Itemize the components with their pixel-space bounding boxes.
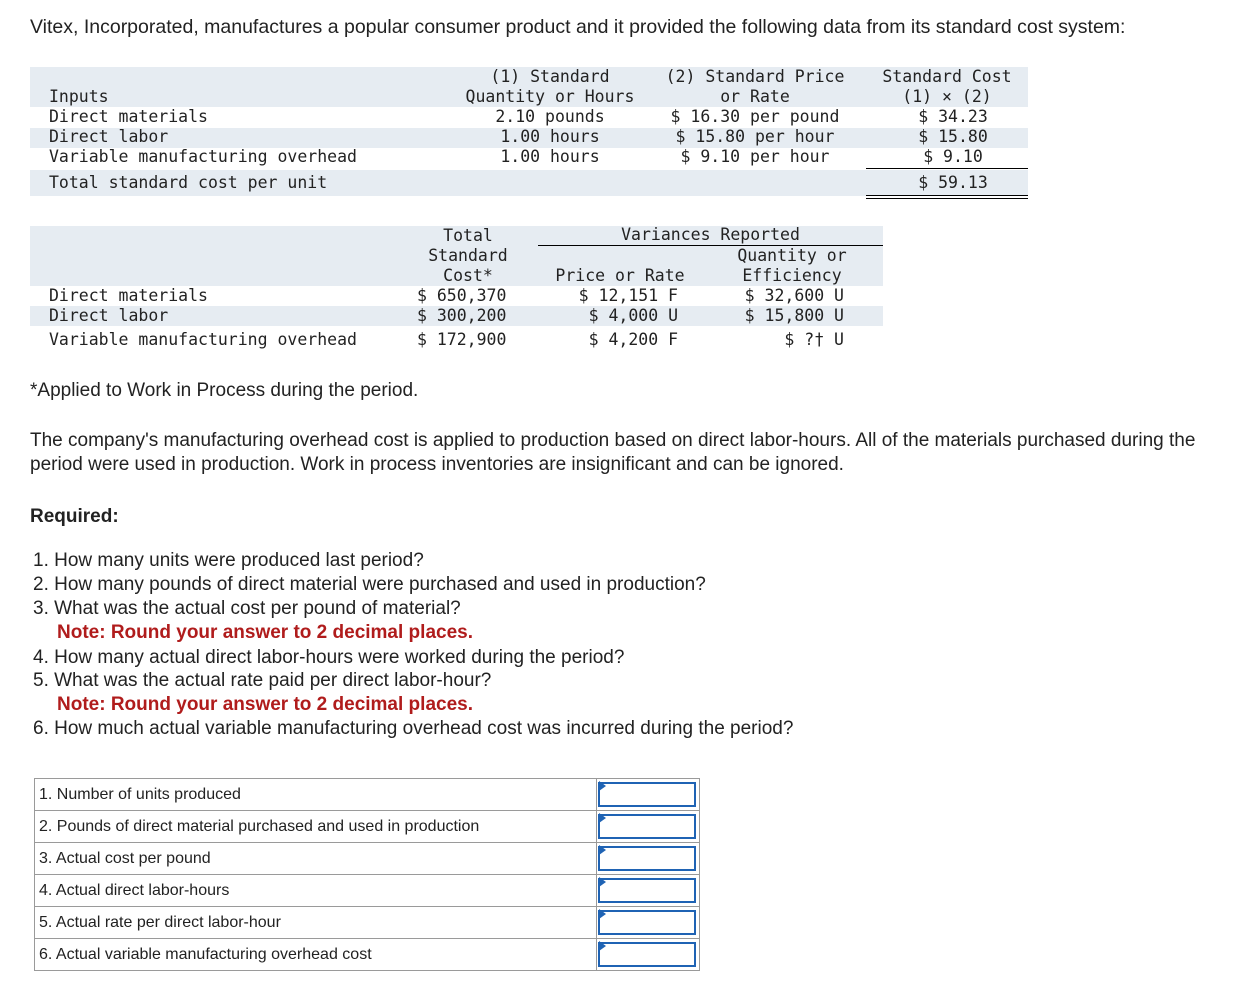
answer-cell — [597, 907, 700, 939]
col-total-header: Cost* — [443, 266, 493, 285]
col-inputs-header: Inputs — [49, 87, 109, 106]
answer-cell — [597, 875, 700, 907]
row-qty-variance: $ 15,800 U — [744, 306, 844, 325]
answer-label: 3. Actual cost per pound — [35, 843, 597, 875]
row-total: $ 650,370 — [417, 286, 507, 305]
flag-icon — [599, 845, 606, 855]
row-price-variance: $ 4,200 F — [588, 330, 678, 349]
row-price-variance: $ 4,000 U — [588, 306, 678, 325]
question-3: 3. What was the actual cost per pound of material? — [33, 598, 461, 619]
answer-cell — [597, 939, 700, 971]
answer-label: 4. Actual direct labor-hours — [35, 875, 597, 907]
total-label: Total standard cost per unit — [49, 173, 328, 192]
row-label: Direct materials — [49, 286, 208, 305]
row-label: Direct materials — [49, 107, 208, 126]
answer-table — [34, 778, 700, 971]
row-qty-variance: $ ?† U — [784, 330, 844, 349]
col-std-qty-header: (1) Standard — [490, 67, 610, 86]
row-label: Variable manufacturing overhead — [49, 330, 357, 349]
flag-icon — [599, 877, 606, 887]
answer-cell — [597, 843, 700, 875]
row-std-qty: 1.00 hours — [500, 147, 600, 166]
question-6: 6. How much actual variable manufacturing overhead cost was incurred during the period? — [33, 718, 794, 739]
actual-labor-hours-input[interactable] — [598, 878, 696, 903]
col-price-rate-header: Price or Rate — [555, 266, 685, 285]
col-std-cost-header: Standard Cost — [882, 67, 1012, 86]
total-value: $ 59.13 — [918, 173, 988, 192]
row-std-cost: $ 9.10 — [923, 147, 983, 166]
answer-label: 2. Pounds of direct material purchased and used in production — [35, 811, 597, 843]
col-total-header: Total — [443, 226, 493, 245]
actual-cost-per-pound-input[interactable] — [598, 846, 696, 871]
row-label: Direct labor — [49, 127, 169, 146]
col-std-price-header: or Rate — [720, 87, 790, 106]
col-std-cost-header: (1) × (2) — [902, 87, 992, 106]
row-std-qty: 2.10 pounds — [495, 107, 605, 126]
answer-row — [35, 843, 700, 875]
variances-reported-header: Variances Reported — [621, 225, 800, 244]
sum-rule — [866, 168, 1028, 169]
col-qty-eff-header: Efficiency — [742, 266, 842, 285]
col-std-price-header: (2) Standard Price — [665, 67, 845, 86]
answer-row — [35, 779, 700, 811]
row-label: Direct labor — [49, 306, 169, 325]
answer-label: 6. Actual variable manufacturing overhead cost — [35, 939, 597, 971]
answer-label: 1. Number of units produced — [35, 779, 597, 811]
answer-row — [35, 811, 700, 843]
row-std-qty: 1.00 hours — [500, 127, 600, 146]
row-std-price: $ 16.30 per pound — [670, 107, 840, 126]
question-5: 5. What was the actual rate paid per direct labor-hour? — [33, 670, 492, 691]
row-std-price: $ 15.80 per hour — [675, 127, 835, 146]
col-std-qty-header: Quantity or Hours — [465, 87, 635, 106]
rounding-note: Note: Round your answer to 2 decimal places. — [57, 694, 473, 715]
question-1: 1. How many units were produced last period? — [33, 550, 424, 571]
required-heading: Required: — [30, 506, 119, 527]
col-total-header: Standard — [428, 246, 508, 265]
flag-icon — [599, 781, 606, 791]
rounding-note: Note: Round your answer to 2 decimal places. — [57, 622, 473, 643]
row-total: $ 300,200 — [417, 306, 507, 325]
row-std-price: $ 9.10 per hour — [680, 147, 830, 166]
pounds-purchased-input[interactable] — [598, 814, 696, 839]
row-std-cost: $ 15.80 — [918, 127, 988, 146]
flag-icon — [599, 909, 606, 919]
col-qty-eff-header: Quantity or — [737, 246, 847, 265]
answer-cell — [597, 779, 700, 811]
flag-icon — [599, 941, 606, 951]
answer-row — [35, 875, 700, 907]
question-4: 4. How many actual direct labor-hours were worked during the period? — [33, 647, 625, 668]
row-total: $ 172,900 — [417, 330, 507, 349]
flag-icon — [599, 813, 606, 823]
description-paragraph: The company's manufacturing overhead cost is applied to production based on direct labor-hours. All of the materials purchased during the period were used in production. Work in process inventories are insignificant and can be ignored. — [30, 430, 1196, 475]
answer-label: 5. Actual rate per direct labor-hour — [35, 907, 597, 939]
intro-text: Vitex, Incorporated, manufactures a popular consumer product and it provided the following data from its standard cost system: — [30, 16, 1126, 38]
units-produced-input[interactable] — [598, 782, 696, 807]
row-label: Variable manufacturing overhead — [49, 147, 357, 166]
row-price-variance: $ 12,151 F — [578, 286, 678, 305]
actual-overhead-cost-input[interactable] — [598, 942, 696, 967]
row-qty-variance: $ 32,600 U — [744, 286, 844, 305]
total-double-rule — [866, 195, 1028, 199]
row-std-cost: $ 34.23 — [918, 107, 988, 126]
answer-row — [35, 939, 700, 971]
actual-labor-rate-input[interactable] — [598, 910, 696, 935]
answer-cell — [597, 811, 700, 843]
footnote: *Applied to Work in Process during the period. — [30, 380, 419, 401]
answer-row — [35, 907, 700, 939]
question-2: 2. How many pounds of direct material were purchased and used in production? — [33, 574, 706, 595]
